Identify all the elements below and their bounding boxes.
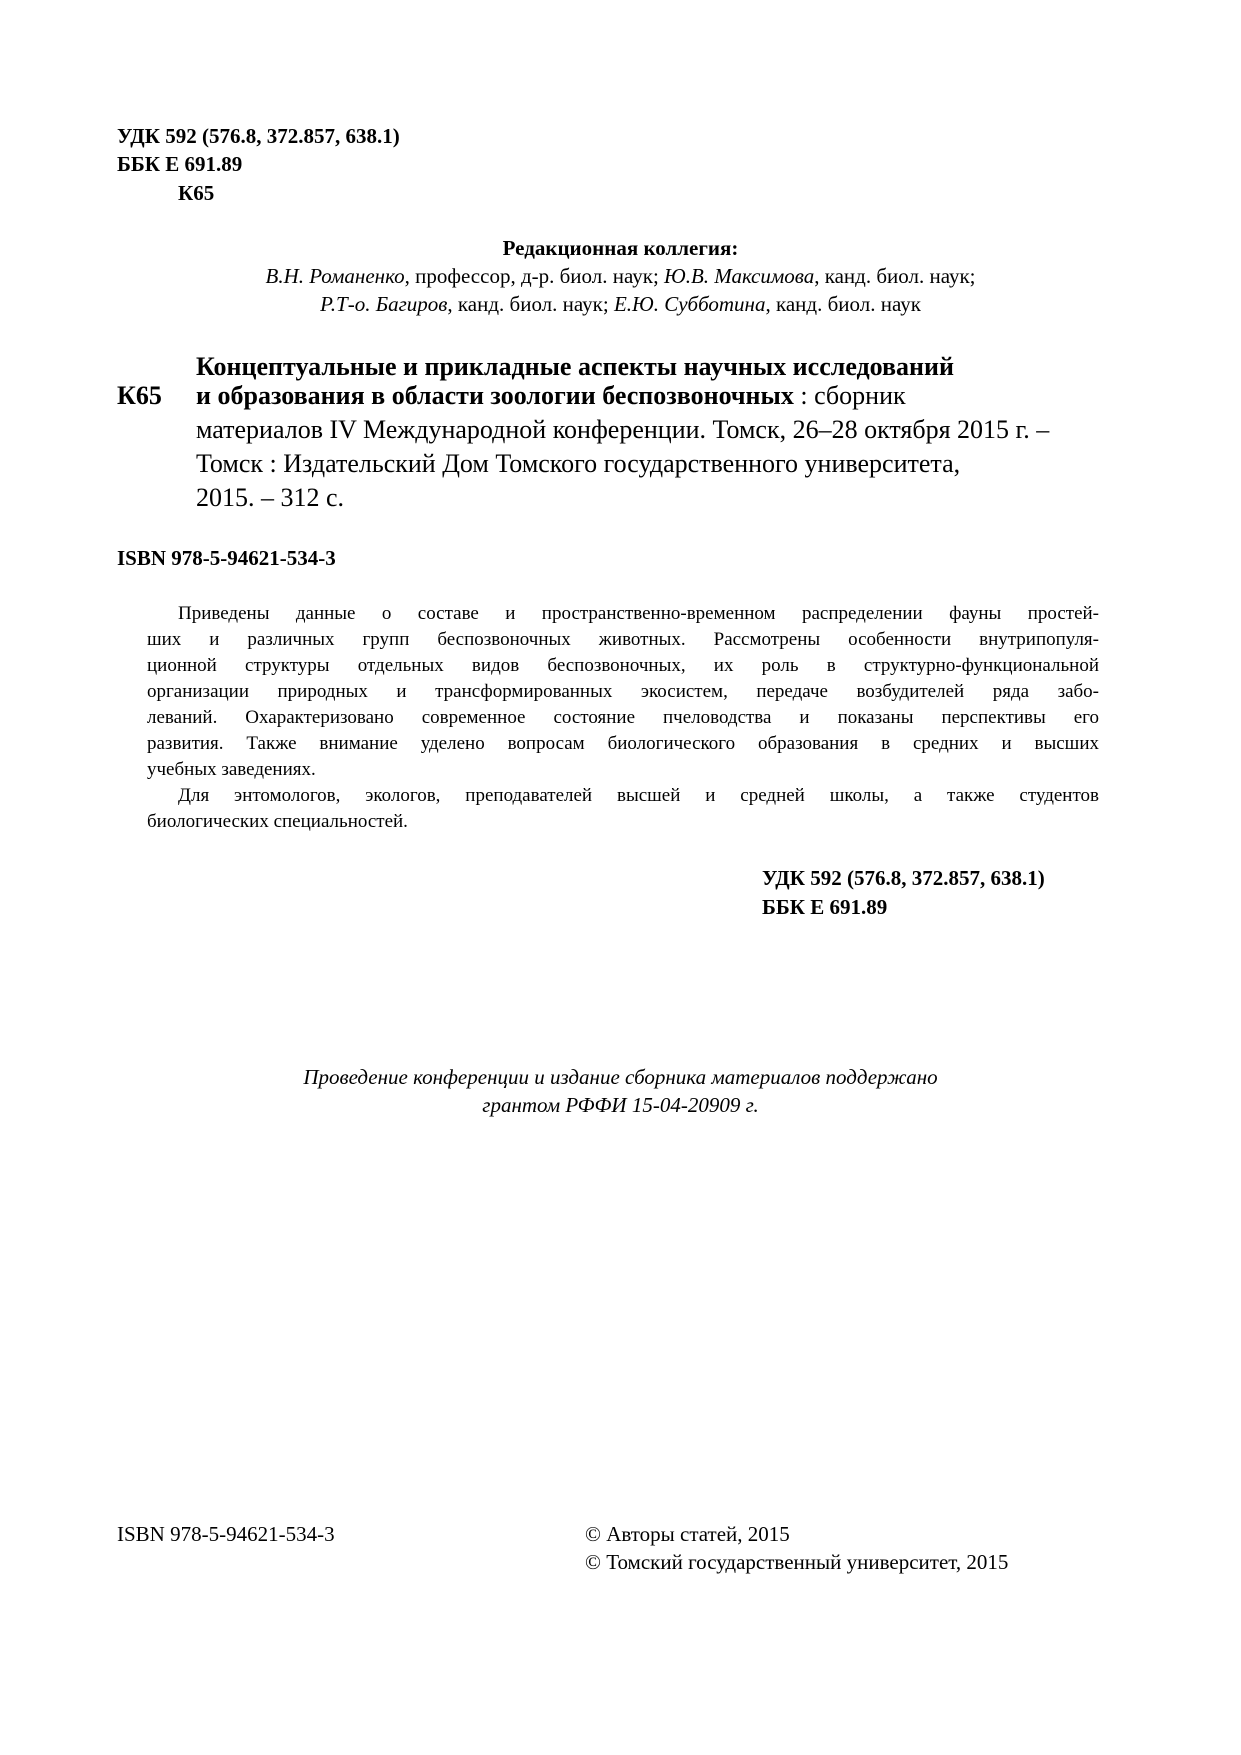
abstract-line: развития. Также внимание уделено вопросам биологического образования в средних и высших — [147, 733, 1099, 754]
grant-note-line-2: грантом РФФИ 15-04-20909 г. — [482, 1093, 759, 1117]
isbn-bold: ISBN 978-5-94621-534-3 — [117, 546, 336, 570]
abstract-line: Приведены данные о составе и пространственно-временном распределении фауны простей- — [178, 603, 1099, 624]
abstract-line: леваний. Охарактеризовано современное состояние пчеловодства и показаны перспективы его — [147, 707, 1099, 728]
entry-line-2 — [196, 379, 906, 413]
copyright-authors: © Авторы статей, 2015 — [585, 1522, 790, 1546]
author-mark: К65 — [178, 181, 215, 205]
editor-name: Ю.В. Максимова — [664, 264, 815, 288]
entry-line-3: материалов IV Международной конференции. Томск, 26–28 октября 2015 г. – — [196, 415, 1050, 444]
audience-line: Для энтомологов, экологов, преподавателей высшей и средней школы, а также студентов — [178, 785, 1099, 806]
entry-title-line-1: Концептуальные и прикладные аспекты научных исследований — [196, 352, 954, 381]
editorial-board-line-1 — [0, 262, 1241, 290]
editor-title: , канд. биол. наук; — [447, 292, 614, 316]
entry-publication-type: : сборник — [793, 381, 906, 410]
abstract-line: ционной структуры отдельных видов беспозвоночных, их роль в структурно-функциональной — [147, 655, 1099, 676]
abstract-line: ших и различных групп беспозвоночных животных. Рассмотрены особенности внутрипопуля- — [147, 629, 1099, 650]
editor-title: , профессор, д-р. биол. наук; — [404, 264, 665, 288]
entry-line-4: Томск : Издательский Дом Томского государственного университета, — [196, 449, 961, 478]
editor-name: В.Н. Романенко — [265, 264, 405, 288]
editorial-board-title: Редакционная коллегия: — [502, 236, 739, 260]
bbk-code: ББК Е 691.89 — [117, 152, 243, 176]
udk-code: УДК 592 (576.8, 372.857, 638.1) — [117, 124, 400, 148]
audience-line: биологических специальностей. — [147, 811, 408, 832]
editor-title: , канд. биол. наук; — [814, 264, 976, 288]
entry-title-line-2: и образования в области зоологии беспозвоночных — [196, 381, 794, 410]
isbn: ISBN 978-5-94621-534-3 — [117, 1522, 335, 1546]
udk-code-repeat: УДК 592 (576.8, 372.857, 638.1) — [762, 866, 1045, 890]
editor-name: Е.Ю. Субботина — [613, 292, 766, 316]
entry-author-mark: К65 — [117, 381, 162, 410]
grant-note-line-1: Проведение конференции и издание сборника материалов поддержано — [303, 1065, 938, 1089]
copyright-university: © Томский государственный университет, 2015 — [585, 1550, 1009, 1574]
editor-title: , канд. биол. наук — [765, 292, 921, 316]
entry-line-5: 2015. – 312 с. — [196, 483, 345, 512]
editorial-board-line-2 — [0, 290, 1241, 318]
bbk-code-repeat: ББК Е 691.89 — [762, 895, 888, 919]
abstract-line: организации природных и трансформированных экосистем, передаче возбудителей ряда забо- — [147, 681, 1099, 702]
abstract-line: учебных заведениях. — [147, 759, 316, 780]
editor-name: Р.Т-о. Багиров — [320, 292, 448, 316]
